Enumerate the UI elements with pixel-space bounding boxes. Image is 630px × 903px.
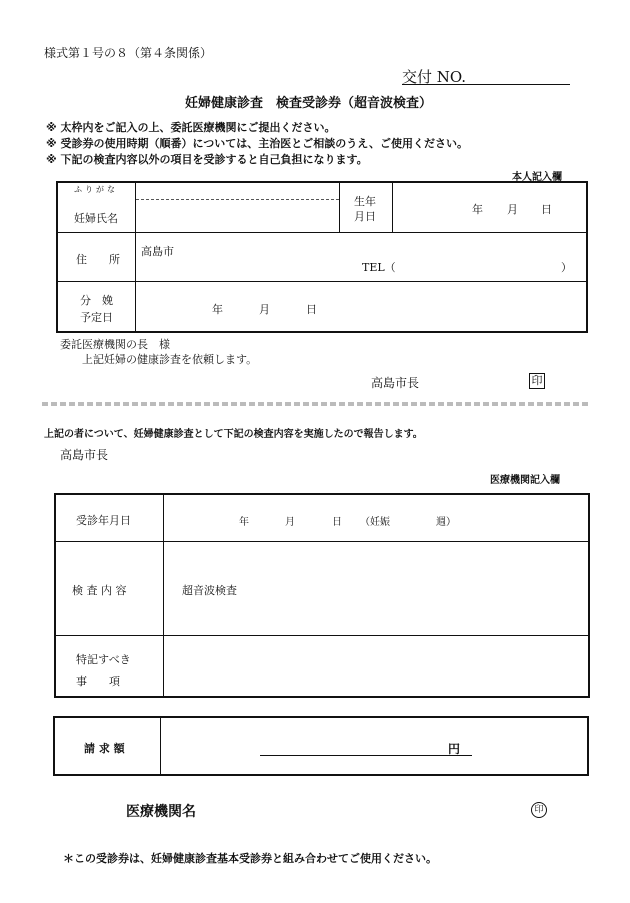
billing-label: 請 求 額 — [84, 742, 125, 755]
issue-number-line — [402, 84, 570, 85]
name-field[interactable] — [137, 201, 337, 230]
yen-unit: 円 — [448, 742, 461, 756]
birth-label-2: 月日 — [354, 210, 376, 223]
remarks-field[interactable] — [165, 637, 588, 696]
pregnancy-weeks-unit: 週） — [436, 517, 456, 528]
due-date-field[interactable] — [137, 283, 586, 331]
billing-amount-line — [260, 755, 472, 756]
note-1: ※ 太枠内をご記入の上、委託医療機関にご提出ください。 — [46, 121, 336, 134]
cut-line — [42, 402, 590, 406]
due-year-unit: 年 — [212, 303, 223, 316]
applicant-section-label: 本人記入欄 — [512, 172, 562, 183]
due-date-label-1: 分 娩 — [80, 294, 113, 307]
furigana-field[interactable] — [137, 184, 337, 198]
note-2: ※ 受診券の使用時期（順番）については、主治医とご相談のうえ、ご使用ください。 — [46, 137, 468, 150]
name-label: 妊婦氏名 — [74, 212, 118, 225]
birth-date-field[interactable] — [394, 183, 586, 231]
billing-amount-field[interactable] — [260, 735, 470, 755]
exam-content-label: 検 査 内 容 — [72, 584, 127, 597]
mayor-label: 高島市長 — [371, 376, 420, 390]
address-value: 高島市 — [141, 245, 174, 258]
tel-label: TEL（ — [362, 261, 396, 274]
institution-name-label: 医療機関名 — [126, 804, 196, 820]
exam-content-value: 超音波検査 — [182, 584, 237, 597]
due-month-unit: 月 — [259, 303, 270, 316]
report-addressee: 高島市長 — [60, 448, 109, 462]
exam-date-label: 受診年月日 — [76, 514, 131, 527]
birth-year-unit: 年 — [472, 203, 483, 216]
remarks-label-2: 事 項 — [76, 675, 120, 688]
exam-day-unit: 日 — [332, 517, 342, 528]
request-message: 上記妊婦の健康診査を依頼します。 — [82, 353, 258, 366]
exam-month-unit: 月 — [285, 517, 295, 528]
pregnancy-open: （妊娠 — [360, 517, 390, 528]
report-statement: 上記の者について、妊婦健康診査として下記の検査内容を実施したので報告します。 — [44, 429, 423, 440]
issue-number-label: 交付 NO. — [402, 68, 467, 86]
remarks-label-1: 特記すべき — [76, 653, 131, 666]
address-label: 住 所 — [76, 253, 120, 266]
applicant-table-divider — [135, 182, 136, 332]
birth-label-1: 生年 — [354, 195, 376, 208]
footer-note: ＊この受診券は、妊婦健康診査基本受診券と組み合わせてご使用ください。 — [63, 852, 437, 865]
note-3: ※ 下記の検査内容以外の項目を受診すると自己負担になります。 — [46, 153, 368, 166]
tel-close: ） — [561, 261, 572, 274]
request-addressee: 委託医療機関の長 様 — [60, 338, 170, 351]
clinic-section-label: 医療機関記入欄 — [490, 475, 560, 486]
mayor-seal: 印 — [529, 373, 545, 389]
due-day-unit: 日 — [306, 303, 317, 316]
form-number: 様式第１号の８（第４条関係） — [44, 46, 213, 60]
birth-month-unit: 月 — [507, 203, 518, 216]
due-date-label-2: 予定日 — [80, 311, 113, 324]
exam-year-unit: 年 — [239, 517, 249, 528]
institution-seal: 印 — [531, 802, 547, 818]
page-title: 妊婦健康診査 検査受診券（超音波検査） — [185, 96, 433, 111]
furigana-label: ふりがな — [74, 185, 118, 194]
birth-day-unit: 日 — [541, 203, 552, 216]
